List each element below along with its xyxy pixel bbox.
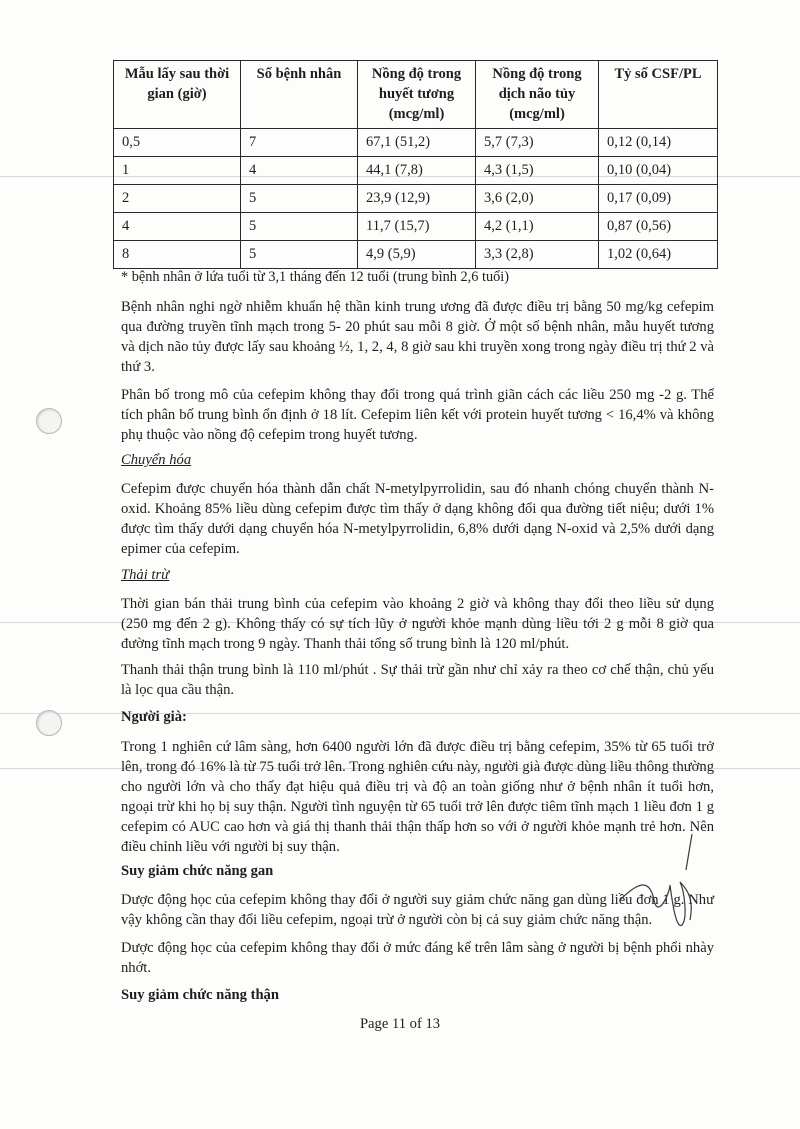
paragraph: Dược động học của cefepim không thay đổi ở người suy giảm chức năng gan dùng liều đơn 1 g. Như vậy không cần thay đổi liều cefepim, ngoại trừ ở người còn bị cả suy giảm chức năng thận. bbox=[121, 892, 714, 928]
section-heading-elimination: Thải trừ bbox=[121, 567, 170, 583]
table-cell: 0,17 (0,09) bbox=[599, 185, 718, 213]
table-cell: 0,87 (0,56) bbox=[599, 213, 718, 241]
table-cell: 3,3 (2,8) bbox=[476, 241, 599, 269]
table-cell: 7 bbox=[241, 129, 358, 157]
table-cell: 4 bbox=[241, 157, 358, 185]
table-cell: 1,02 (0,64) bbox=[599, 241, 718, 269]
table-cell: 0,12 (0,14) bbox=[599, 129, 718, 157]
paragraph: Thanh thải thận trung bình là 110 ml/phút . Sự thải trừ gần như chỉ xảy ra theo cơ chế thận, chủ yếu là lọc qua cầu thận. bbox=[121, 662, 714, 698]
section-heading-elderly: Người già: bbox=[121, 709, 187, 725]
table-cell: 44,1 (7,8) bbox=[358, 157, 476, 185]
table-cell: 4,3 (1,5) bbox=[476, 157, 599, 185]
table-cell: 67,1 (51,2) bbox=[358, 129, 476, 157]
column-header: Mẫu lấy sau thời gian (giờ) bbox=[114, 61, 241, 129]
table-row bbox=[114, 185, 718, 213]
pharmacokinetics-table bbox=[113, 60, 718, 269]
table-cell: 23,9 (12,9) bbox=[358, 185, 476, 213]
paragraph: Thời gian bán thải trung bình của cefepim vào khoảng 2 giờ và không thay đổi theo liều sử dụng (250 mg đến 2 g). Không thấy có sự tích lũy ở người khỏe mạnh dùng liều tới 2 g mỗi 8 giờ qua đường tĩnh mạch trong 9 ngày. Thanh thải tổng số trung bình là 120 ml/phút. bbox=[121, 596, 714, 652]
table-footnote: * bệnh nhân ở lứa tuổi từ 3,1 tháng đến 12 tuổi (trung bình 2,6 tuổi) bbox=[121, 269, 509, 285]
table-row bbox=[114, 157, 718, 185]
table-cell: 4,9 (5,9) bbox=[358, 241, 476, 269]
punch-hole bbox=[36, 408, 62, 434]
table-cell: 4,2 (1,1) bbox=[476, 213, 599, 241]
table-row bbox=[114, 129, 718, 157]
table-cell: 5 bbox=[241, 185, 358, 213]
column-header: Nồng độ trong huyết tương (mcg/ml) bbox=[358, 61, 476, 129]
page-number: Page 11 of 13 bbox=[359, 1016, 441, 1032]
paragraph: Phân bố trong mô của cefepim không thay đổi trong quá trình giãn cách các liều 250 mg -2 g. Thể tích phân bố trung bình ổn định ở 18 lít. Cefepim liên kết với protein huyết tương < 16,4% và không phụ thuộc vào nồng độ cefepim trong huyết tương. bbox=[121, 387, 714, 443]
table-cell: 5 bbox=[241, 241, 358, 269]
table-cell: 4 bbox=[114, 213, 241, 241]
section-heading-renal: Suy giảm chức năng thận bbox=[121, 987, 279, 1003]
table-cell: 11,7 (15,7) bbox=[358, 213, 476, 241]
scan-artifact-line bbox=[0, 713, 800, 714]
table-header-row bbox=[114, 61, 718, 129]
table-cell: 0,10 (0,04) bbox=[599, 157, 718, 185]
paragraph: Dược động học của cefepim không thay đổi ở mức đáng kể trên lâm sàng ở người bị bệnh phổi nhày nhớt. bbox=[121, 940, 714, 976]
table-cell: 5 bbox=[241, 213, 358, 241]
table-row bbox=[114, 213, 718, 241]
column-header: Nồng độ trong dịch não tủy (mcg/ml) bbox=[476, 61, 599, 129]
table-cell: 3,6 (2,0) bbox=[476, 185, 599, 213]
column-header: Số bệnh nhân bbox=[241, 61, 358, 129]
table-cell: 1 bbox=[114, 157, 241, 185]
paragraph: Bệnh nhân nghi ngờ nhiễm khuẩn hệ thần kinh trung ương đã được điều trị bằng 50 mg/kg cefepim qua đường truyền tĩnh mạch trong 5- 20 phút sau mỗi 8 giờ. Ở một số bệnh nhân, mẫu huyết tương và dịch não tủy được lấy sau khoảng ½, 1, 2, 4, 8 giờ sau khi truyền xong trong ngày điều trị thứ 2 và thứ 3. bbox=[121, 299, 714, 375]
punch-hole bbox=[36, 710, 62, 736]
paragraph: Cefepim được chuyển hóa thành dẫn chất N-metylpyrrolidin, sau đó nhanh chóng chuyển thành N-oxid. Khoảng 85% liều dùng cefepim được tìm thấy ở dạng không đổi qua đường tiết niệu; dưới 1% được tìm thấy dưới dạng chuyển hóa N-metylpyrrolidin, 6,8% dưới dạng N-oxid và 2,5% dưới dạng epimer của cefepim. bbox=[121, 481, 714, 557]
table-cell: 0,5 bbox=[114, 129, 241, 157]
handwritten-initial-mark bbox=[610, 830, 720, 940]
table-cell: 8 bbox=[114, 241, 241, 269]
column-header: Tỷ số CSF/PL bbox=[599, 61, 718, 129]
table-row bbox=[114, 241, 718, 269]
table-cell: 5,7 (7,3) bbox=[476, 129, 599, 157]
section-heading-metabolism: Chuyển hóa bbox=[121, 452, 192, 468]
section-heading-hepatic: Suy giảm chức năng gan bbox=[121, 863, 274, 879]
table-cell: 2 bbox=[114, 185, 241, 213]
paragraph: Trong 1 nghiên cứ lâm sàng, hơn 6400 người lớn đã được điều trị bằng cefepim, 35% từ 65 tuổi trở lên, trong đó 16% là từ 75 tuổi trở lên. Trong nghiên cứu này, người già được dùng liều thông thường cho người lớn và cho thấy đạt hiệu quả điều trị và độ an toàn giống như ở bệnh nhân ít tuổi hơn, ngoại trừ khi họ bị suy thận. Người tình nguyện từ 65 tuổi trở lên được tiêm tĩnh mạch 1 liều đơn 1 g cefepim có AUC cao hơn và giá thị thanh thải thận thấp hơn so với ở người khỏe mạnh trẻ hơn. Nên điều chỉnh liều với người bị suy thận. bbox=[121, 739, 714, 855]
